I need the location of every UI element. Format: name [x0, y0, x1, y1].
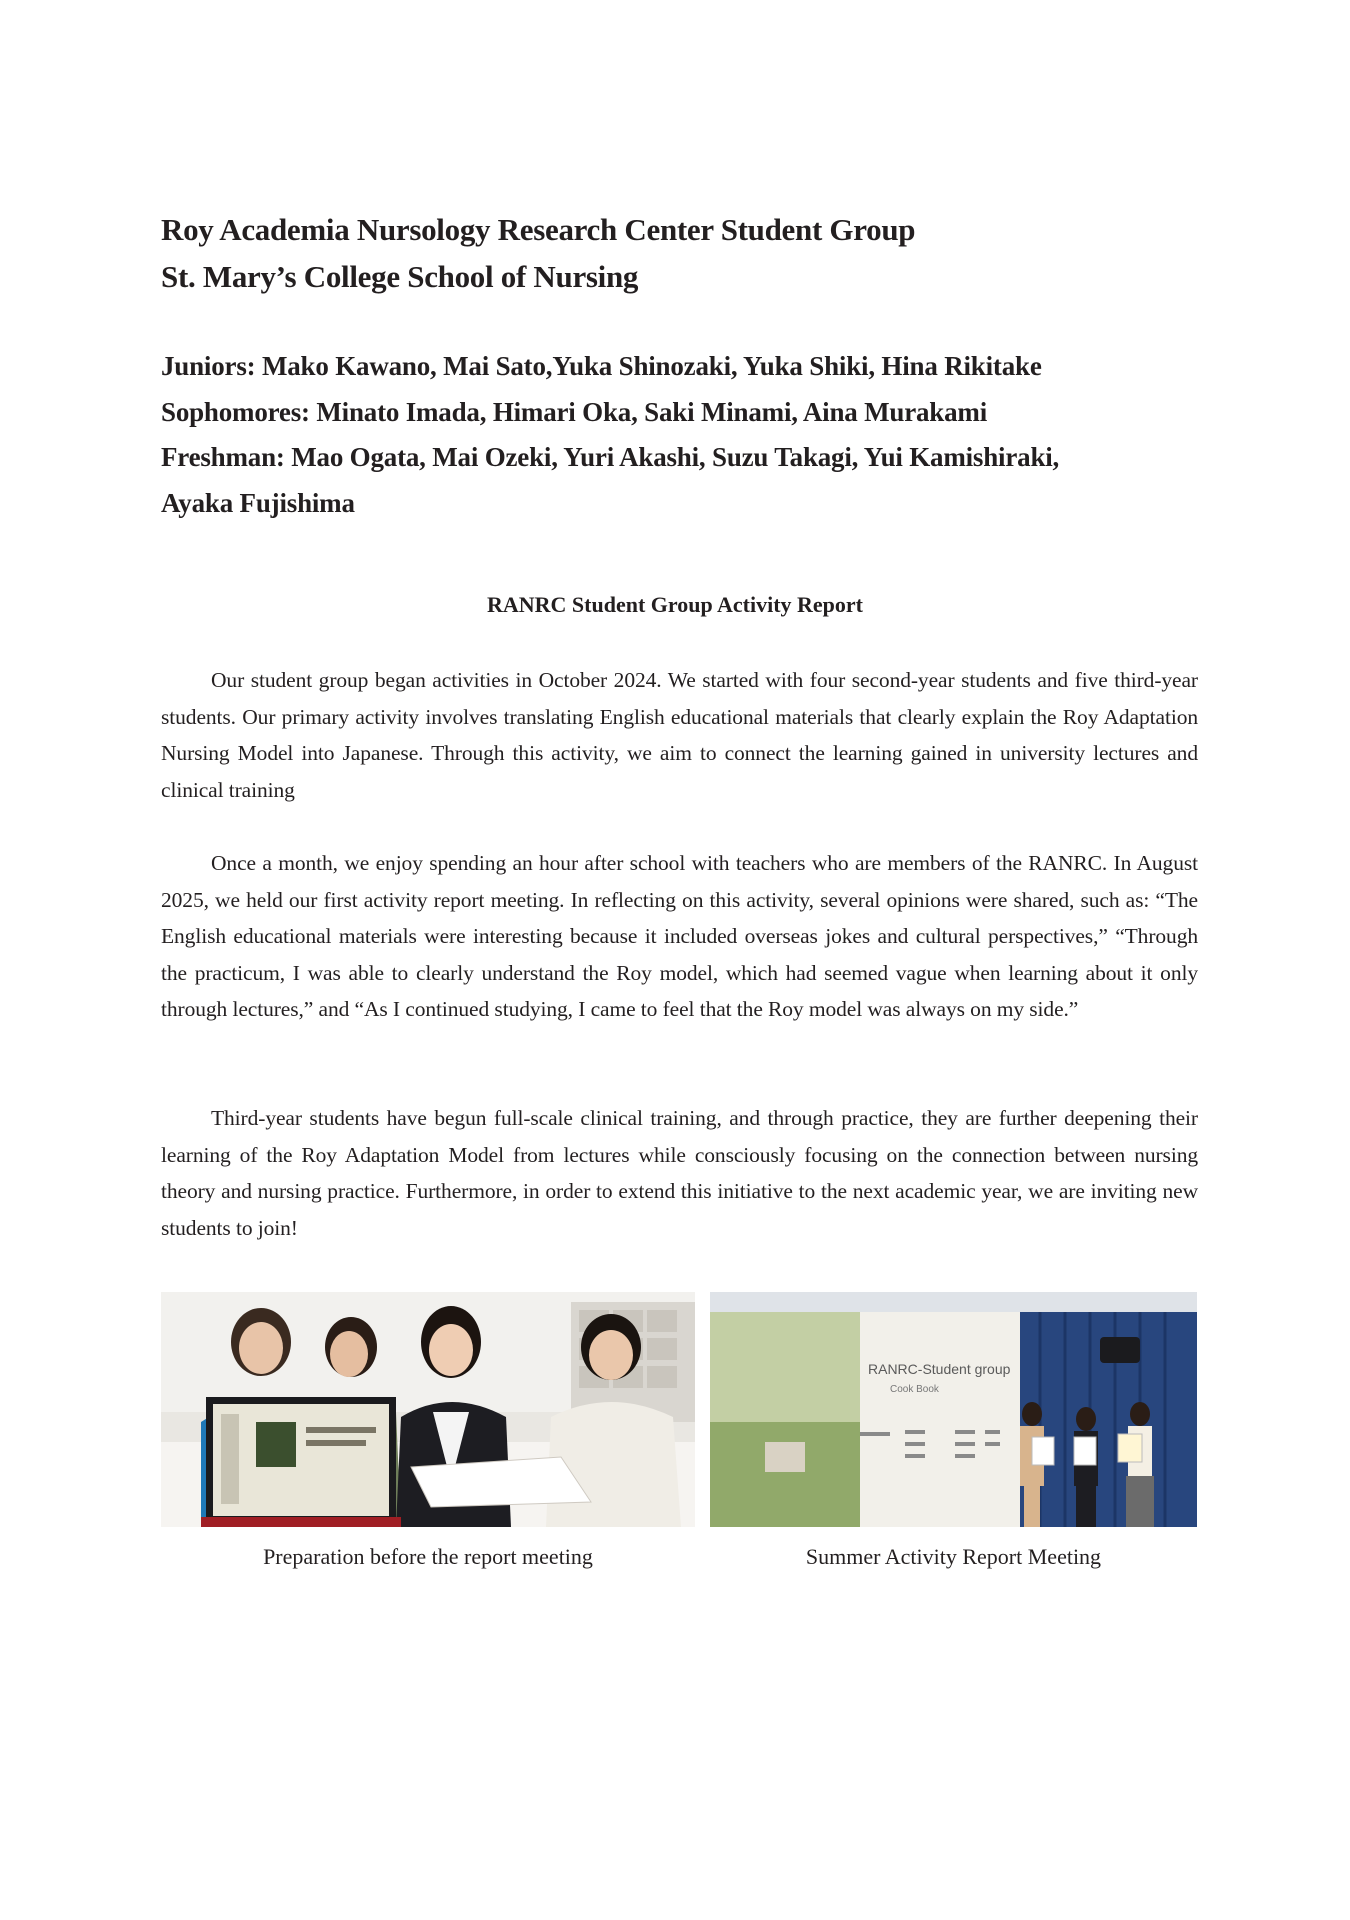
report-paragraph: Once a month, we enjoy spending an hour after school with teachers who are members of the RANRC. In August 2025, we held our first activity report meeting. In reflecting on this activity, several opinions were shared, such as: “The English educational materials were interesting because it included overseas jokes and cultural perspectives,” “Through the practicum, I was able to clearly understand the Roy model, which had seemed vague when learning about it only through lectures,” and “As I continued studying, I came to feel that the Roy model was always on my side.”: [161, 851, 1198, 1021]
report-paragraph: Our student group began activities in October 2024. We started with four second-year students and five third-year students. Our primary activity involves translating English educational materials that clearly explain the Roy Adaptation Nursing Model into Japanese. Through this activity, we aim to connect the learning gained in university lectures and clinical training: [161, 668, 1198, 802]
organization-heading: [161, 206, 1201, 300]
sophomores-line: Sophomores: Minato Imada, Himari Oka, Saki Minami, Aina Murakami: [161, 396, 988, 427]
school-name: St. Mary’s College School of Nursing: [161, 259, 639, 294]
juniors-line: Juniors: Mako Kawano, Mai Sato,Yuka Shinozaki, Yuka Shiki, Hina Rikitake: [161, 351, 1042, 381]
organization-name: Roy Academia Nursology Research Center Student Group: [161, 212, 916, 247]
report-title: RANRC Student Group Activity Report: [486, 592, 864, 617]
member-list: [161, 344, 1211, 526]
photo-preparation-image: [161, 1292, 695, 1527]
photo-caption-preparation: Preparation before the report meeting: [263, 1544, 593, 1569]
photo-preparation: [161, 1292, 695, 1527]
photo-report-meeting-image: [710, 1292, 1197, 1527]
freshman-line-continued: Ayaka Fujishima: [161, 487, 355, 518]
slide-subtitle: Cook Book: [890, 1384, 939, 1395]
photo-report-meeting: [710, 1292, 1197, 1527]
photo-caption-meeting: Summer Activity Report Meeting: [805, 1544, 1102, 1569]
report-paragraph: Third-year students have begun full-scale clinical training, and through practice, they are further deepening their learning of the Roy Adaptation Model from lectures while consciously focusing on the connection between nursing theory and nursing practice. Furthermore, in order to extend this initiative to the next academic year, we are inviting new students to join!: [161, 1106, 1198, 1240]
slide-title: RANRC-Student group: [868, 1361, 1011, 1377]
freshman-line: Freshman: Mao Ogata, Mai Ozeki, Yuri Akashi, Suzu Takagi, Yui Kamishiraki,: [161, 442, 1060, 472]
